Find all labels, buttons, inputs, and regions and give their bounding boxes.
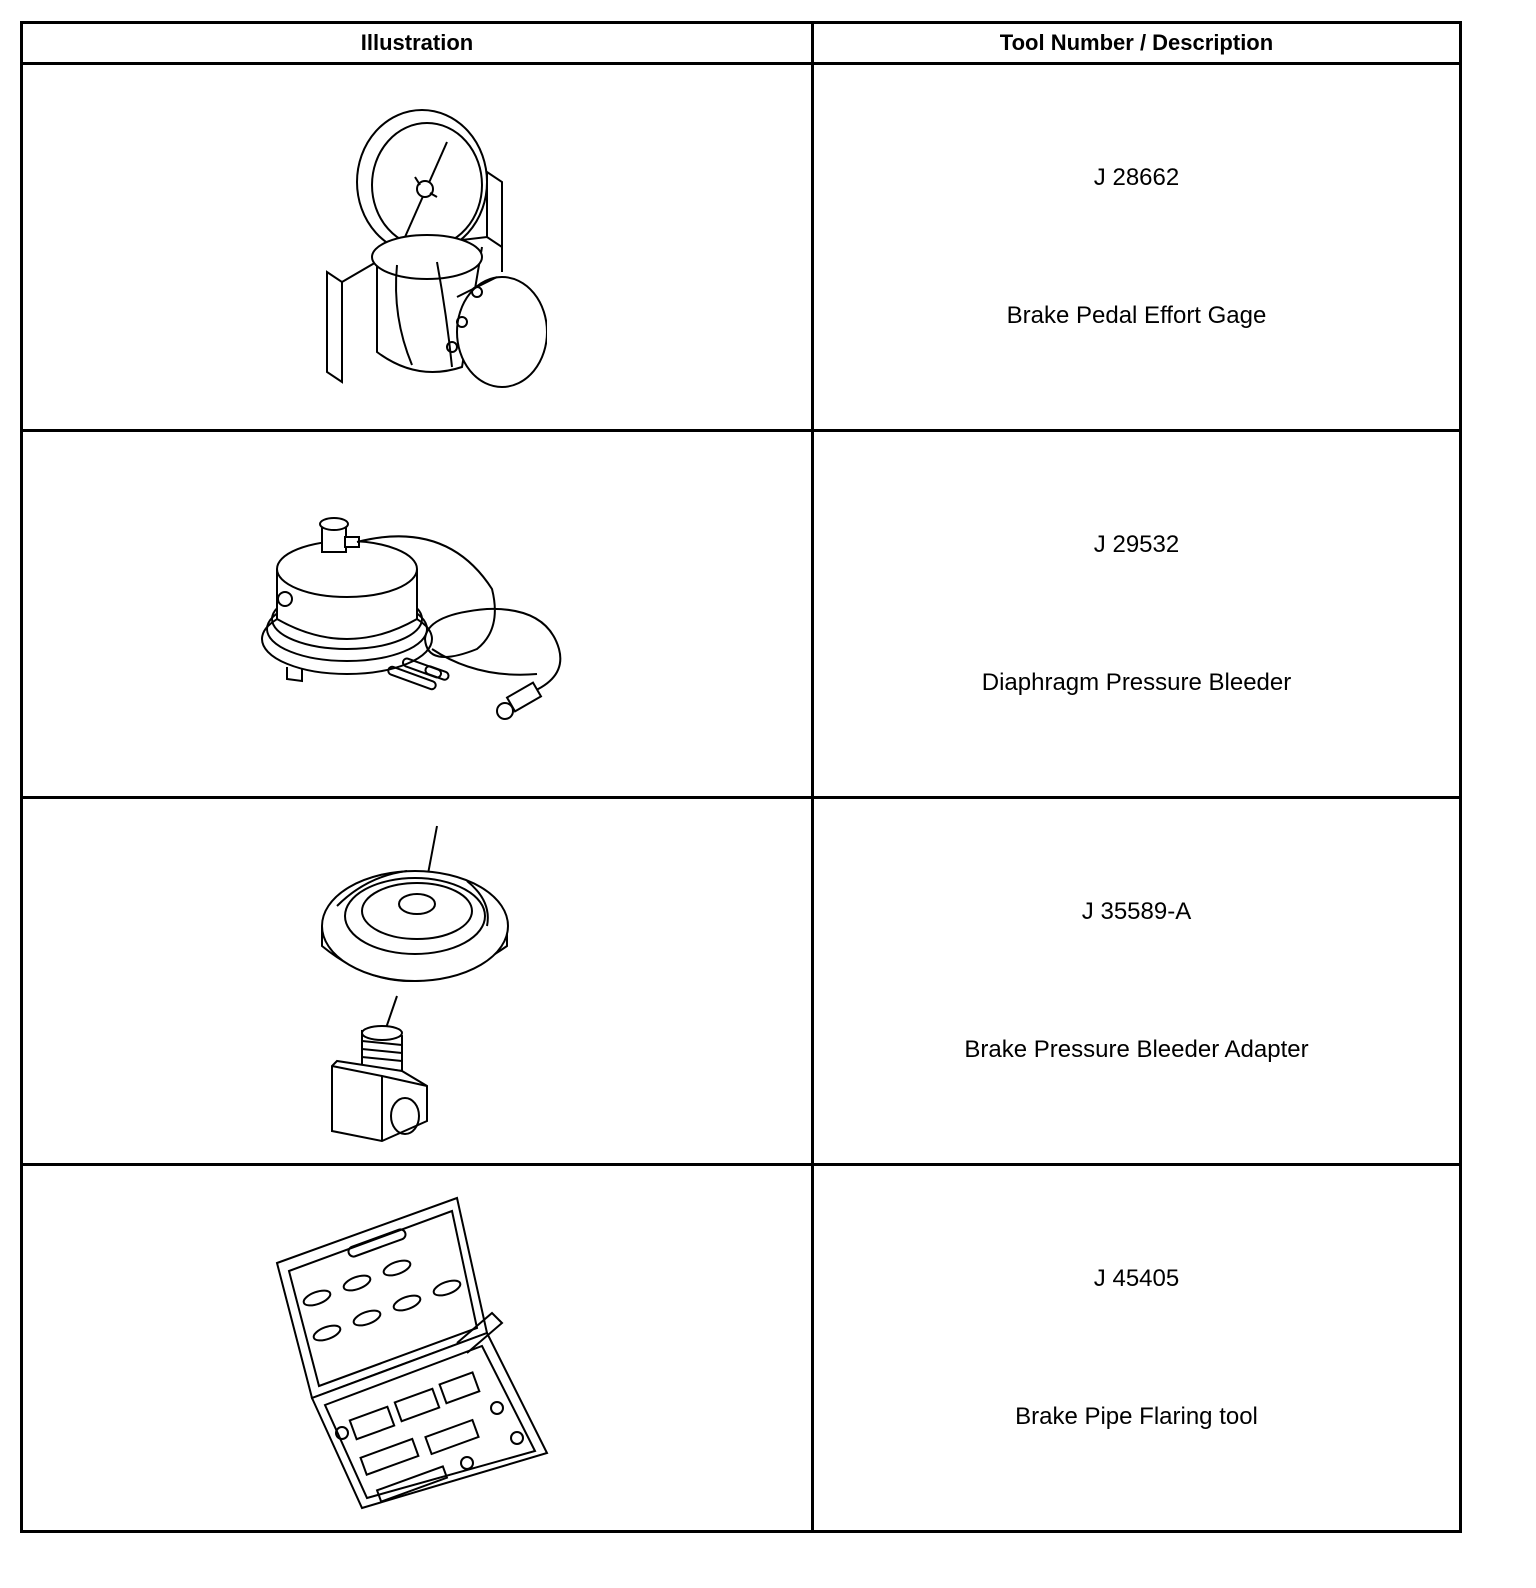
tool-description-cell [813,1165,1461,1532]
flaring-tool-kit-icon [267,1183,567,1513]
tool-number: J 29532 [1093,531,1180,558]
illustration-cell [22,1165,813,1532]
tool-description-cell [813,431,1461,798]
tool-number: J 45405 [1093,1265,1180,1292]
table-header-row [22,23,1461,64]
tool-description: Brake Pipe Flaring tool [1015,1403,1258,1430]
table-row [22,1165,1461,1532]
header-illustration: Illustration [22,23,813,64]
illustration-cell [22,64,813,431]
tool-description: Diaphragm Pressure Bleeder [981,669,1292,696]
tool-description-cell [813,64,1461,431]
tool-number: J 35589-A [1081,898,1192,925]
tool-description-cell [813,798,1461,1165]
table-row [22,64,1461,431]
pedal-effort-gage-icon [287,97,547,397]
tool-number: J 28662 [1093,164,1180,191]
header-tool-number-description: Tool Number / Description [813,23,1461,64]
diaphragm-pressure-bleeder-icon [247,499,587,729]
illustration-cell [22,798,813,1165]
special-tools-table [20,21,1462,1533]
tool-description: Brake Pedal Effort Gage [1006,302,1267,329]
tool-description: Brake Pressure Bleeder Adapter [964,1036,1309,1063]
table-row [22,431,1461,798]
table-row [22,798,1461,1165]
illustration-cell [22,431,813,798]
bleeder-adapter-icon [307,816,527,1146]
